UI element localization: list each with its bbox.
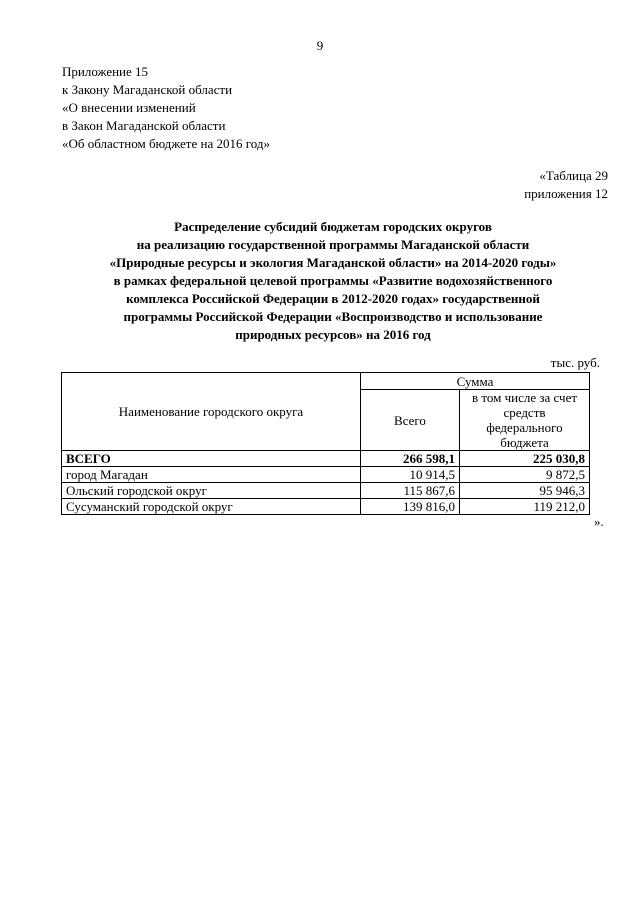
appendix-reference xyxy=(62,63,270,153)
table-ref-line: приложения 12 xyxy=(524,186,608,201)
title-line: Распределение субсидий бюджетам городских округов xyxy=(174,219,492,234)
title-line: в рамках федеральной целевой программы «Развитие водохозяйственного xyxy=(113,273,553,288)
row-federal: 119 212,0 xyxy=(460,499,590,515)
table-header-row xyxy=(62,373,590,390)
appendix-line: «О внесении изменений xyxy=(62,100,196,115)
table-row xyxy=(62,499,590,515)
appendix-line: в Закон Магаданской области xyxy=(62,118,226,133)
units-label: тыс. руб. xyxy=(550,355,600,370)
row-federal: 225 030,8 xyxy=(460,451,590,467)
row-federal: 95 946,3 xyxy=(460,483,590,499)
subsidy-table xyxy=(61,372,590,515)
row-name: город Магадан xyxy=(62,467,361,483)
table-reference xyxy=(524,167,608,203)
table-ref-line: «Таблица 29 xyxy=(539,168,608,183)
appendix-line: «Об областном бюджете на 2016 год» xyxy=(62,136,270,151)
row-name: ВСЕГО xyxy=(62,451,361,467)
title-line: «Природные ресурсы и экология Магаданской области» на 2014-2020 годы» xyxy=(109,255,557,270)
row-total: 266 598,1 xyxy=(361,451,460,467)
title-line: природных ресурсов» на 2016 год xyxy=(235,327,431,342)
appendix-line: к Закону Магаданской области xyxy=(62,82,233,97)
header-federal: в том числе за счет средств федерального бюджета xyxy=(460,390,590,451)
appendix-line: Приложение 15 xyxy=(62,64,149,79)
table-row xyxy=(62,483,590,499)
title-line: на реализацию государственной программы Магаданской области xyxy=(136,237,530,252)
row-name: Сусуманский городской округ xyxy=(62,499,361,515)
page-number: 9 xyxy=(316,38,324,53)
header-total: Всего xyxy=(361,390,460,451)
header-sum: Сумма xyxy=(361,373,590,390)
row-federal: 9 872,5 xyxy=(460,467,590,483)
table-row-total xyxy=(62,451,590,467)
row-total: 115 867,6 xyxy=(361,483,460,499)
document-title xyxy=(40,218,626,344)
table-row xyxy=(62,467,590,483)
closing-quote: ». xyxy=(594,514,604,529)
header-district-name: Наименование городского округа xyxy=(62,373,361,451)
row-total: 139 816,0 xyxy=(361,499,460,515)
title-line: комплекса Российской Федерации в 2012-2020 годах» государственной xyxy=(126,291,540,306)
row-total: 10 914,5 xyxy=(361,467,460,483)
row-name: Ольский городской округ xyxy=(62,483,361,499)
title-line: программы Российской Федерации «Воспроизводство и использование xyxy=(123,309,543,324)
